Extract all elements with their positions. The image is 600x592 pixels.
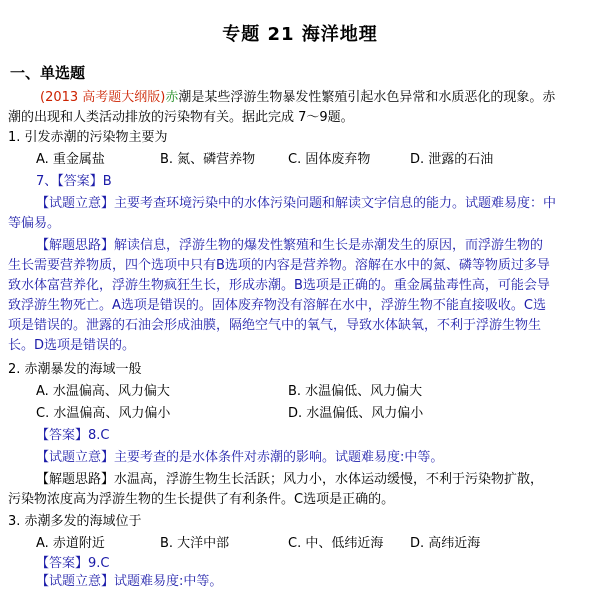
q2-option-b: B. 水温偏低、风力偏大 — [288, 384, 423, 399]
q2-option-a: A. 水温偏高、风力偏大 — [36, 384, 170, 399]
section-heading: 一、单选题 — [10, 64, 86, 82]
q1-option-d: D. 泄露的石油 — [410, 152, 494, 167]
q3-stem: 3. 赤潮多发的海域位于 — [8, 514, 142, 529]
q1-analysis-2: 生长需要营养物质，四个选项中只有B选项的内容是营养物。溶解在水中的氮、磷等物质过多导 — [8, 258, 550, 273]
q1-intent-2: 等偏易。 — [8, 216, 61, 231]
q1-analysis-3: 致水体富营养化，浮游生物疯狂生长，形成赤潮。B选项是正确的。重金属盐毒性高，可能会导 — [8, 278, 550, 293]
q1-analysis-6: 长。D选项是错误的。 — [8, 338, 136, 353]
q3-option-b: B. 大洋中部 — [160, 536, 230, 551]
page-title: 专题 21 海洋地理 — [222, 24, 378, 45]
intro-line-2: 潮的出现和人类活动排放的污染物有关。据此完成 7～9题。 — [8, 110, 354, 125]
q3-option-d: D. 高纬近海 — [410, 536, 481, 551]
q1-analysis-5: 项是错误的。泄露的石油会形成油膜，隔绝空气中的氧气，导致水体缺氧，不利于浮游生物生 — [8, 318, 542, 333]
q1-analysis-4: 致浮游生物死亡。A选项是错误的。固体废弃物没有溶解在水中，浮游生物不能直接吸收。C选 — [8, 298, 546, 313]
q1-stem: 1. 引发赤潮的污染物主要为 — [8, 130, 168, 145]
q3-option-a: A. 赤道附近 — [36, 536, 105, 551]
q2-answer: 【答案】8.C — [36, 428, 110, 443]
q2-stem: 2. 赤潮暴发的海域一般 — [8, 362, 142, 377]
intro-line-1 — [40, 88, 555, 108]
q2-analysis-2: 污染物浓度高为浮游生物的生长提供了有利条件。C选项是正确的。 — [8, 492, 395, 507]
source-label: (2013 高考题大纲版) — [40, 90, 166, 105]
q1-option-b: B. 氮、磷营养物 — [160, 152, 256, 167]
intro-text-1: 潮是某些浮游生物暴发性繁殖引起水色异常和水质恶化的现象。赤 — [178, 90, 556, 105]
q2-intent: 【试题立意】主要考查的是水体条件对赤潮的影响。试题难易度:中等。 — [36, 450, 444, 465]
q2-option-c: C. 水温偏高、风力偏小 — [36, 406, 171, 421]
q2-analysis-1: 【解题思路】水温高，浮游生物生长活跃；风力小，水体运动缓慢，不利于污染物扩散， — [36, 472, 544, 487]
q3-option-c: C. 中、低纬近海 — [288, 536, 384, 551]
q3-answer: 【答案】9.C — [36, 556, 110, 571]
q2-option-d: D. 水温偏低、风力偏小 — [288, 406, 424, 421]
q1-intent-1: 【试题立意】主要考查环境污染中的水体污染问题和解读文字信息的能力。试题难易度：中 — [36, 196, 557, 211]
q1-answer: 7、【答案】B — [36, 174, 112, 189]
q1-option-a: A. 重金属盐 — [36, 152, 105, 167]
highlight-char: 赤 — [165, 90, 179, 105]
q1-option-c: C. 固体废弃物 — [288, 152, 371, 167]
q3-intent: 【试题立意】试题难易度:中等。 — [36, 574, 223, 589]
q1-analysis-1: 【解题思路】解读信息，浮游生物的爆发性繁殖和生长是赤潮发生的原因，而浮游生物的 — [36, 238, 544, 253]
